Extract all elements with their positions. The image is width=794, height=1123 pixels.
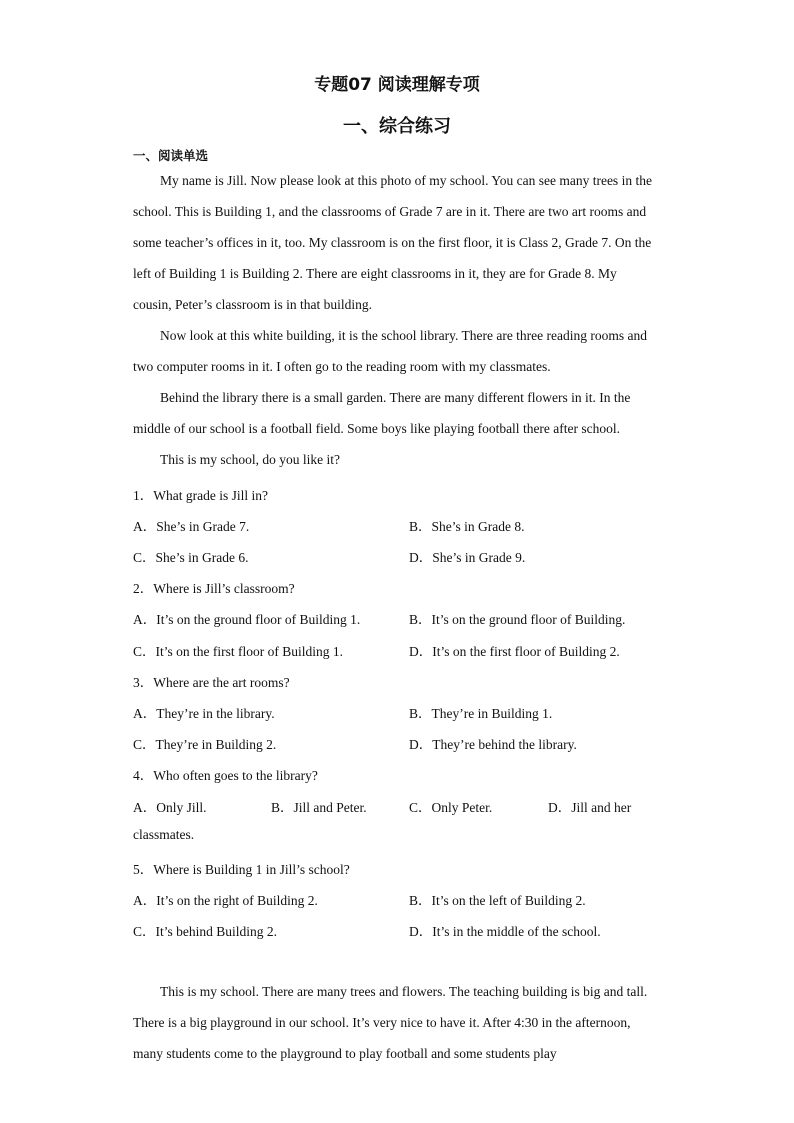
question-1-option-a: A．She’s in Grade 7. — [133, 519, 250, 534]
passage1-paragraph-2-text: Now look at this white building, it is the school library. There are three reading rooms and two computer rooms in it. I often go to the reading room with my classmates. — [133, 328, 648, 374]
question-2-option-a: A．It’s on the ground floor of Building 1. — [133, 612, 361, 627]
document-title: 专题07 阅读理解专项 — [314, 75, 480, 95]
passage1-paragraph-3-text: Behind the library there is a small garden. There are many different flowers in it. In the middle of our school is a football field. Some boys like playing football there after school. — [133, 390, 631, 436]
question-5-option-a: A．It’s on the right of Building 2. — [133, 893, 318, 908]
passage2-paragraph-1 — [133, 976, 653, 1069]
question-4-option-d: D．Jill and her — [548, 800, 632, 815]
question-3-option-c: C．They’re in Building 2. — [133, 737, 277, 752]
passage1-paragraph-2 — [133, 320, 653, 382]
question-1-option-c: C．She’s in Grade 6. — [133, 550, 249, 565]
passage1-paragraph-4 — [133, 444, 653, 475]
question-3-option-a: A．They’re in the library. — [133, 706, 275, 721]
question-2-option-c: C．It’s on the first floor of Building 1. — [133, 644, 343, 659]
question-4: 4．Who often goes to the library? — [133, 768, 318, 783]
question-4-option-b: B．Jill and Peter. — [271, 800, 367, 815]
passage1-paragraph-1 — [133, 165, 653, 320]
section-heading: 一、阅读单选 — [133, 148, 209, 163]
question-3: 3．Where are the art rooms? — [133, 675, 290, 690]
passage2-paragraph-1-text: This is my school. There are many trees and flowers. The teaching building is big and tall. There is a big playground in our school. It’s very nice to have it. After 4:30 in the afternoon, many students come to the playground to play football and some students play — [133, 984, 648, 1061]
question-5-option-d: D．It’s in the middle of the school. — [409, 924, 601, 939]
question-1: 1．What grade is Jill in? — [133, 488, 268, 503]
passage1-paragraph-4-text: This is my school, do you like it? — [160, 452, 340, 467]
question-2-option-b: B．It’s on the ground floor of Building. — [409, 612, 626, 627]
question-1-option-b: B．She’s in Grade 8. — [409, 519, 525, 534]
question-5: 5．Where is Building 1 in Jill’s school? — [133, 862, 350, 877]
question-2: 2．Where is Jill’s classroom? — [133, 581, 295, 596]
passage1-paragraph-3 — [133, 382, 653, 444]
question-1-option-d: D．She’s in Grade 9. — [409, 550, 526, 565]
question-4-option-c: C．Only Peter. — [409, 800, 493, 815]
question-3-option-b: B．They’re in Building 1. — [409, 706, 553, 721]
question-2-option-d: D．It’s on the first floor of Building 2. — [409, 644, 620, 659]
question-4-option-d-continued: classmates. — [133, 827, 195, 842]
document-subtitle: 一、综合练习 — [343, 116, 451, 137]
question-5-option-b: B．It’s on the left of Building 2. — [409, 893, 586, 908]
question-3-option-d: D．They’re behind the library. — [409, 737, 577, 752]
passage1-paragraph-1-text: My name is Jill. Now please look at this photo of my school. You can see many trees in the school. This is Building 1, and the classrooms of Grade 7 are in it. There are two art rooms and some teacher’s offices in it, too. My classroom is on the first floor, it is Class 2, Grade 7. On the left of Building 1 is Building 2. There are eight classrooms in it, they are for Grade 8. My cousin, Peter’s classroom is in that building. — [133, 173, 652, 312]
question-4-option-a: A．Only Jill. — [133, 800, 207, 815]
question-5-option-c: C．It’s behind Building 2. — [133, 924, 278, 939]
